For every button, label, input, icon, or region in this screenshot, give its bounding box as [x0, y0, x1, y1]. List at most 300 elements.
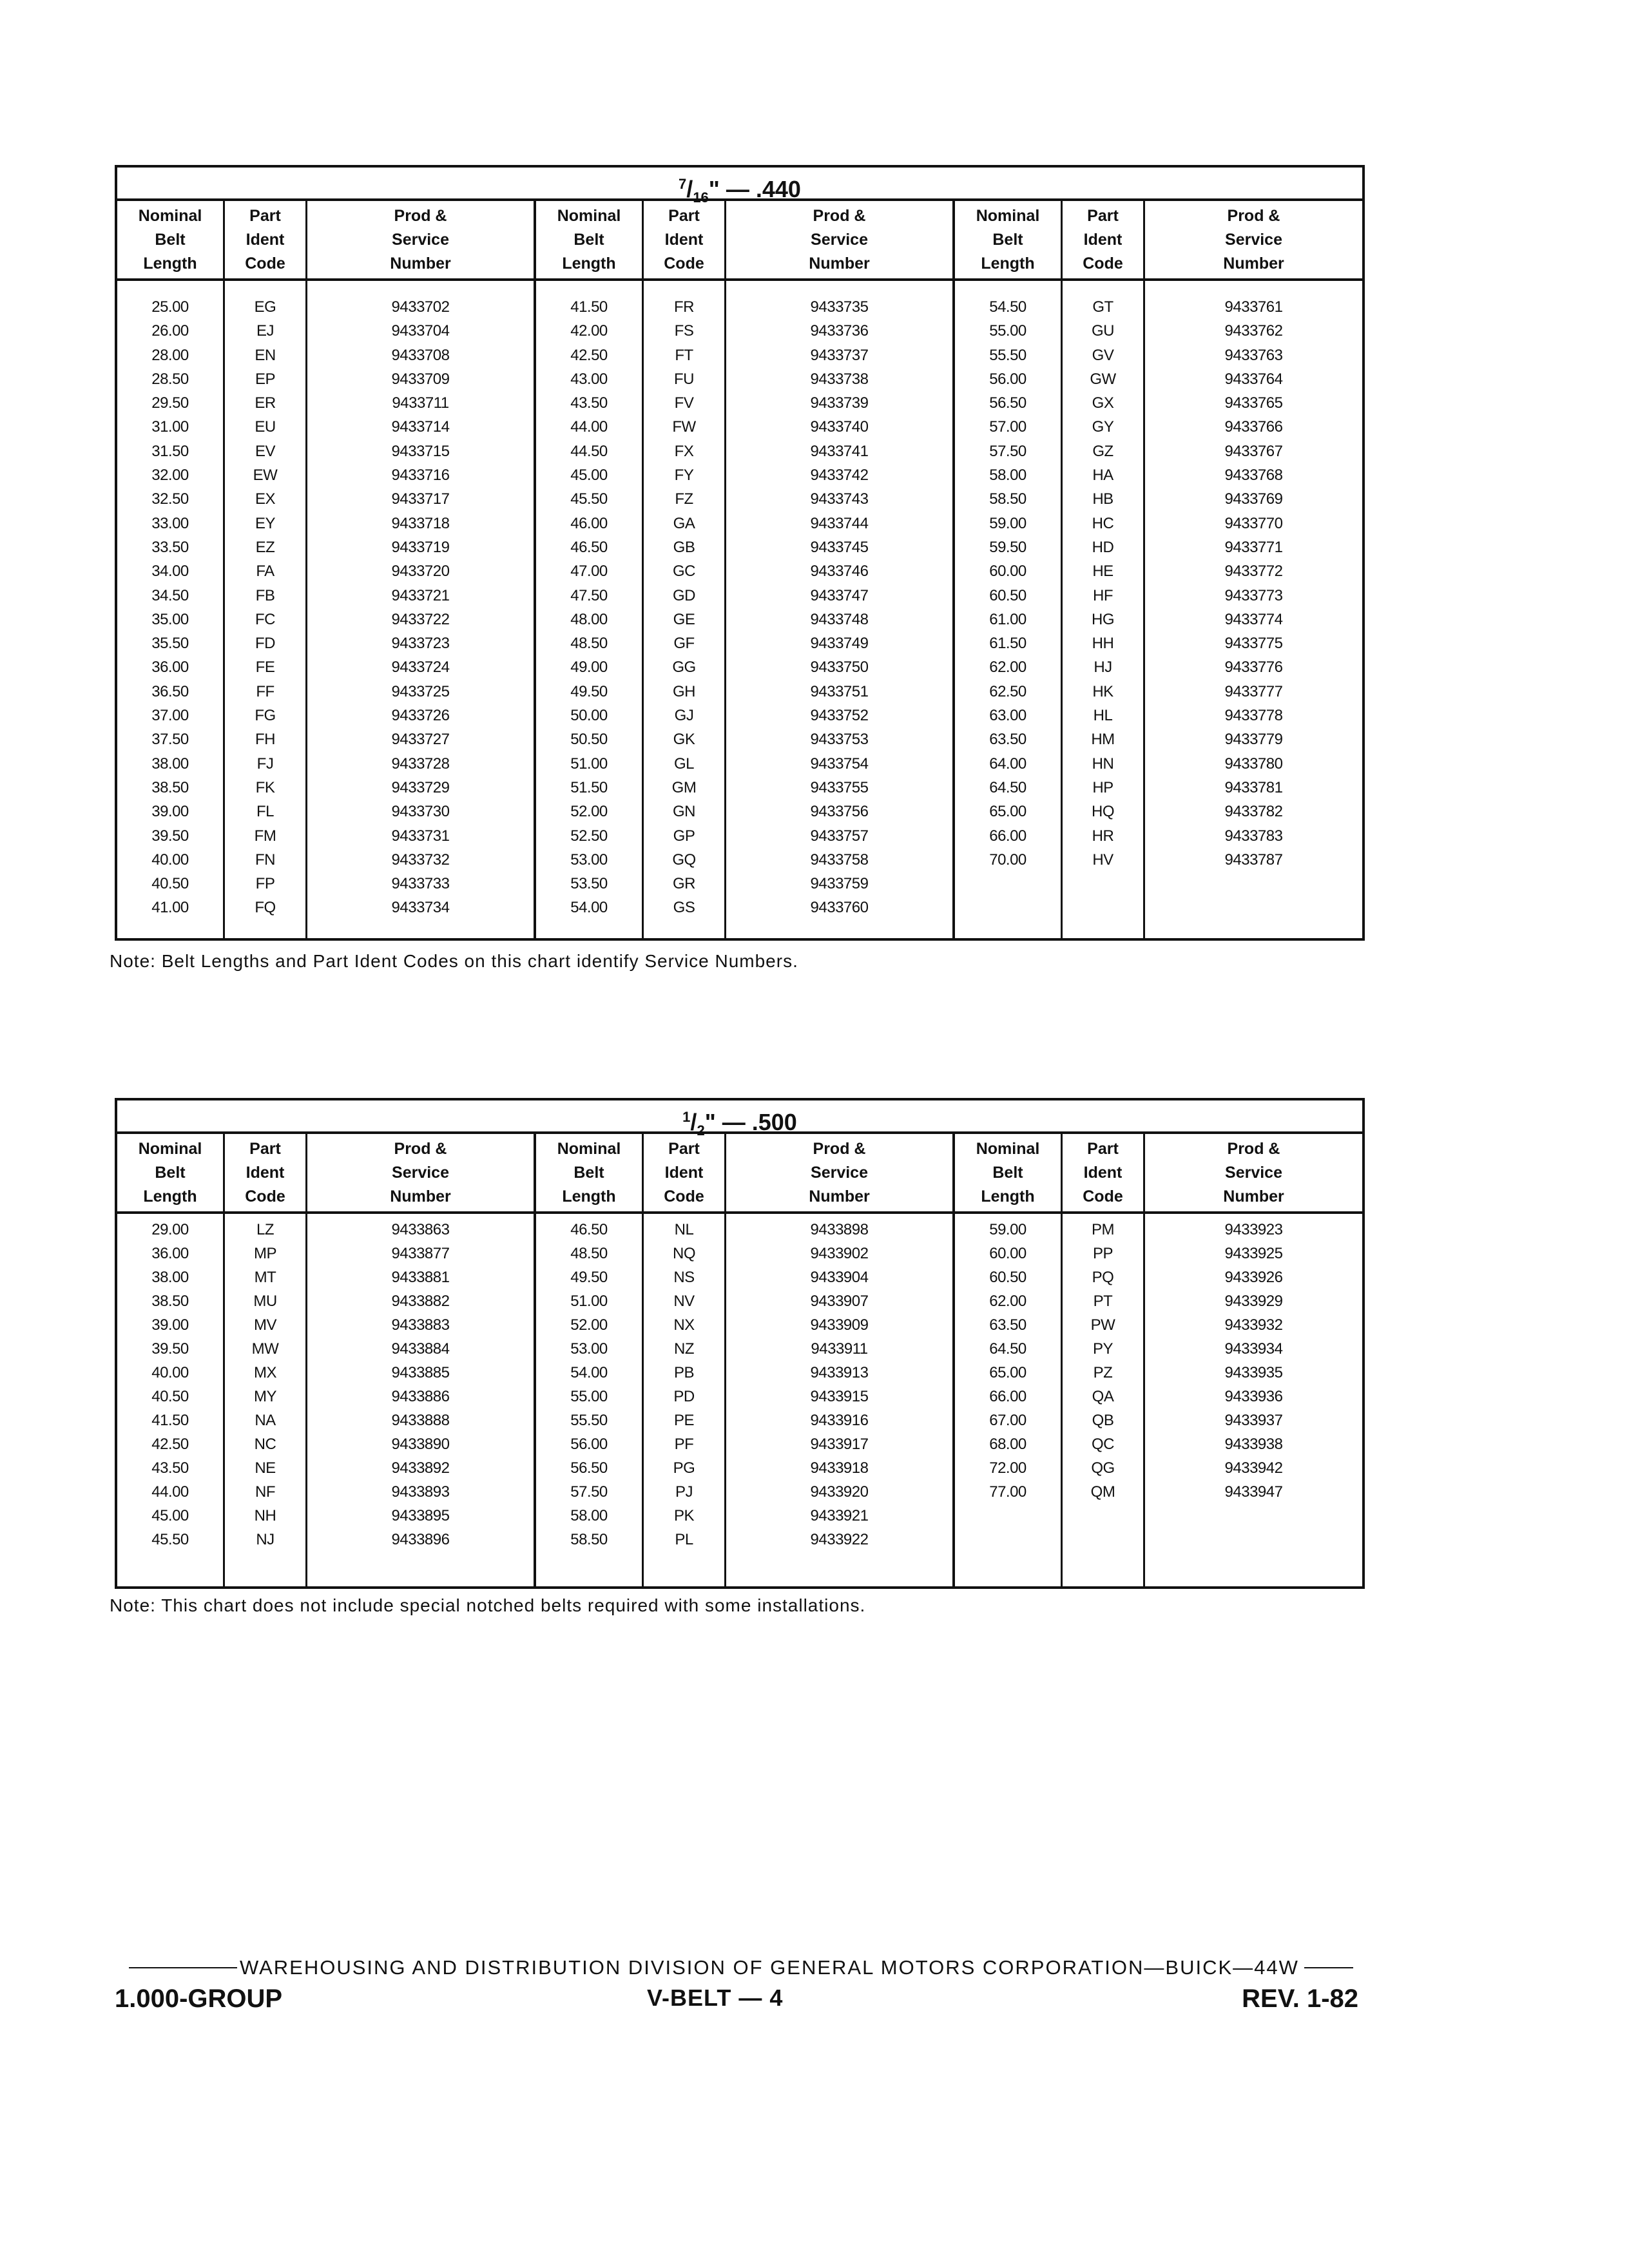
- service-number-column: [724, 201, 952, 938]
- belt-length-cell: 46.50: [570, 1221, 608, 1238]
- belt-length-column: [536, 1134, 642, 1586]
- footer-page-title: V-BELT — 4: [647, 1984, 784, 2011]
- belt-length-cell: 61.00: [989, 610, 1027, 628]
- header-line: Nominal: [976, 1139, 1040, 1158]
- part-ident-code-cell: GD: [673, 586, 695, 604]
- service-number-column: [305, 201, 534, 938]
- column-header: [1063, 1134, 1143, 1214]
- part-ident-code-cell: HM: [1091, 731, 1115, 749]
- belt-length-cell: 43.50: [151, 1459, 189, 1477]
- service-number-cell: 9433877: [391, 1245, 450, 1262]
- service-number-cell: 9433771: [1224, 538, 1283, 556]
- service-number-cell: 9433881: [391, 1269, 450, 1286]
- part-ident-code-cell: FU: [674, 370, 694, 388]
- service-number-cell: 9433743: [810, 490, 869, 508]
- part-ident-code-cell: PZ: [1093, 1364, 1113, 1381]
- service-number-cell: 9433892: [391, 1459, 450, 1477]
- belt-length-cell: 37.50: [151, 731, 189, 749]
- chart-columns: [117, 1134, 1362, 1586]
- column-header: [644, 201, 724, 281]
- belt-length-cell: 57.00: [989, 418, 1027, 436]
- part-ident-code-cell: NX: [673, 1316, 695, 1334]
- column-header: [955, 1134, 1061, 1214]
- part-ident-code-cell: NA: [255, 1412, 276, 1429]
- part-ident-code-cell: HD: [1092, 538, 1114, 556]
- belt-length-cell: 57.50: [570, 1483, 608, 1501]
- part-ident-code-column: [642, 1134, 724, 1586]
- service-number-cell: 9433909: [810, 1316, 869, 1334]
- header-line: Part: [668, 1139, 700, 1158]
- header-line: Code: [245, 1187, 285, 1206]
- header-line: Service: [811, 230, 868, 249]
- part-ident-code-cell: FC: [255, 610, 275, 628]
- part-ident-code-cell: GW: [1090, 370, 1116, 388]
- belt-length-cell: 63.50: [989, 731, 1027, 749]
- part-ident-code-cell: GT: [1092, 298, 1113, 316]
- service-number-cell: 9433746: [810, 562, 869, 581]
- belt-length-column: [955, 201, 1061, 938]
- part-ident-code-cell: NL: [674, 1221, 694, 1238]
- part-ident-code-cell: PT: [1093, 1293, 1113, 1310]
- belt-length-cell: 50.00: [570, 707, 608, 725]
- belt-length-cell: 43.00: [570, 370, 608, 388]
- title-fraction-numerator: 7: [679, 176, 687, 192]
- header-line: Length: [981, 1187, 1035, 1206]
- header-line: Prod &: [394, 1139, 447, 1158]
- belt-length-cell: 28.00: [151, 346, 189, 364]
- service-number-cell: 9433738: [810, 370, 869, 388]
- service-number-column: [305, 1134, 534, 1586]
- belt-length-cell: 63.00: [989, 707, 1027, 725]
- part-ident-code-cell: GR: [673, 875, 695, 893]
- part-ident-code-cell: GN: [673, 803, 695, 821]
- header-line: Belt: [992, 230, 1023, 249]
- service-number-cell: 9433767: [1224, 442, 1283, 460]
- service-number-cell: 9433765: [1224, 394, 1283, 412]
- belt-length-cell: 66.00: [989, 1388, 1027, 1405]
- belt-length-cell: 40.50: [151, 1388, 189, 1405]
- part-ident-code-cell: FQ: [255, 899, 276, 917]
- part-ident-code-cell: GB: [673, 538, 695, 556]
- part-ident-code-cell: HB: [1092, 490, 1113, 508]
- header-line: Service: [1225, 230, 1282, 249]
- service-number-cell: 9433895: [391, 1507, 450, 1524]
- part-ident-code-cell: MU: [253, 1293, 277, 1310]
- column-group: [117, 201, 534, 938]
- service-number-cell: 9433918: [810, 1459, 869, 1477]
- part-ident-code-cell: FJ: [256, 754, 274, 773]
- belt-length-column: [117, 1134, 223, 1586]
- belt-length-cell: 26.00: [151, 322, 189, 340]
- belt-length-cell: 42.50: [570, 346, 608, 364]
- belt-length-cell: 36.50: [151, 682, 189, 700]
- part-ident-code-cell: EG: [254, 298, 276, 316]
- part-ident-code-cell: FT: [675, 346, 693, 364]
- service-number-cell: 9433749: [810, 635, 869, 653]
- part-ident-code-cell: PF: [674, 1436, 694, 1453]
- column-header: [117, 201, 223, 281]
- part-ident-code-column: [223, 1134, 305, 1586]
- part-ident-code-column: [1061, 1134, 1143, 1586]
- header-line: Length: [143, 254, 197, 273]
- part-ident-code-cell: FY: [674, 466, 694, 485]
- belt-length-cell: 37.00: [151, 707, 189, 725]
- service-number-cell: 9433942: [1224, 1459, 1283, 1477]
- service-number-cell: 9433720: [391, 562, 450, 581]
- service-number-cell: 9433731: [391, 827, 450, 845]
- service-number-cell: 9433929: [1224, 1293, 1283, 1310]
- belt-length-cell: 41.00: [151, 899, 189, 917]
- belt-length-cell: 29.00: [151, 1221, 189, 1238]
- belt-length-cell: 53.00: [570, 850, 608, 869]
- part-ident-code-cell: NE: [255, 1459, 276, 1477]
- belt-length-cell: 65.00: [989, 803, 1027, 821]
- part-ident-code-cell: QC: [1092, 1436, 1114, 1453]
- service-number-cell: 9433911: [811, 1340, 868, 1358]
- belt-length-cell: 57.50: [989, 442, 1027, 460]
- service-number-cell: 9433898: [810, 1221, 869, 1238]
- belt-length-column: [117, 201, 223, 938]
- header-line: Nominal: [138, 206, 202, 225]
- header-line: Code: [1083, 254, 1123, 273]
- service-number-cell: 9433762: [1224, 322, 1283, 340]
- belt-length-cell: 48.50: [570, 1245, 608, 1262]
- part-ident-code-cell: HH: [1092, 635, 1114, 653]
- belt-length-cell: 53.50: [570, 875, 608, 893]
- part-ident-code-cell: EV: [255, 442, 275, 460]
- service-number-cell: 9433893: [391, 1483, 450, 1501]
- belt-length-cell: 54.00: [570, 1364, 608, 1381]
- service-number-cell: 9433937: [1224, 1412, 1283, 1429]
- belt-length-cell: 42.50: [151, 1436, 189, 1453]
- service-number-cell: 9433938: [1224, 1436, 1283, 1453]
- header-line: Number: [1223, 1187, 1284, 1206]
- belt-length-cell: 42.00: [570, 322, 608, 340]
- part-ident-code-cell: FD: [255, 635, 275, 653]
- service-number-cell: 9433782: [1224, 803, 1283, 821]
- part-ident-code-cell: GG: [672, 658, 696, 677]
- service-number-column: [1143, 201, 1362, 938]
- belt-length-cell: 62.00: [989, 658, 1027, 677]
- belt-length-cell: 60.00: [989, 1245, 1027, 1262]
- belt-length-cell: 33.50: [151, 538, 189, 556]
- header-line: Prod &: [394, 206, 447, 225]
- part-ident-code-cell: GA: [673, 514, 695, 532]
- belt-length-cell: 46.50: [570, 538, 608, 556]
- part-ident-code-cell: EY: [255, 514, 275, 532]
- service-number-cell: 9433728: [391, 754, 450, 773]
- part-ident-code-cell: MY: [254, 1388, 276, 1405]
- part-ident-code-cell: EJ: [256, 322, 274, 340]
- part-ident-code-cell: PQ: [1092, 1269, 1114, 1286]
- footer: [115, 1984, 1358, 2023]
- service-number-cell: 9433716: [391, 466, 450, 485]
- column-header: [726, 201, 952, 281]
- belt-chart-7-16: [115, 165, 1365, 941]
- column-group: [952, 201, 1362, 938]
- service-number-cell: 9433745: [810, 538, 869, 556]
- belt-length-cell: 77.00: [989, 1483, 1027, 1501]
- header-line: Code: [664, 1187, 704, 1206]
- part-ident-code-cell: FR: [674, 298, 694, 316]
- part-ident-code-cell: PM: [1092, 1221, 1114, 1238]
- part-ident-code-cell: PP: [1092, 1245, 1113, 1262]
- column-header: [225, 201, 305, 281]
- divider: [1304, 1967, 1353, 1968]
- belt-length-cell: 65.00: [989, 1364, 1027, 1381]
- part-ident-code-cell: EX: [255, 490, 275, 508]
- belt-length-cell: 52.00: [570, 803, 608, 821]
- service-number-cell: 9433888: [391, 1412, 450, 1429]
- header-line: Number: [390, 1187, 451, 1206]
- header-line: Code: [245, 254, 285, 273]
- service-number-cell: 9433717: [391, 490, 450, 508]
- belt-length-cell: 54.50: [989, 298, 1027, 316]
- service-number-cell: 9433760: [810, 899, 869, 917]
- belt-length-cell: 59.00: [989, 1221, 1027, 1238]
- part-ident-code-cell: FE: [255, 658, 275, 677]
- chart-title: $^1/_2$" — .500: [117, 1100, 1362, 1134]
- belt-length-cell: 48.50: [570, 635, 608, 653]
- part-ident-code-cell: NS: [673, 1269, 695, 1286]
- service-number-cell: 9433726: [391, 707, 450, 725]
- service-number-cell: 9433718: [391, 514, 450, 532]
- belt-length-cell: 68.00: [989, 1436, 1027, 1453]
- service-number-cell: 9433733: [391, 875, 450, 893]
- part-ident-code-cell: PE: [673, 1412, 694, 1429]
- part-ident-code-cell: EZ: [255, 538, 275, 556]
- column-header: [1145, 201, 1362, 281]
- part-ident-code-cell: HC: [1092, 514, 1114, 532]
- column-header: [644, 1134, 724, 1214]
- service-number-cell: 9433916: [810, 1412, 869, 1429]
- divider: [129, 1967, 237, 1968]
- belt-length-cell: 59.00: [989, 514, 1027, 532]
- belt-length-cell: 45.00: [151, 1507, 189, 1524]
- service-number-cell: 9433721: [391, 586, 450, 604]
- part-ident-code-cell: PJ: [675, 1483, 693, 1501]
- service-number-cell: 9433709: [391, 370, 450, 388]
- service-number-cell: 9433913: [810, 1364, 869, 1381]
- belt-length-cell: 44.00: [570, 418, 608, 436]
- belt-length-cell: 38.00: [151, 1269, 189, 1286]
- part-ident-code-cell: NZ: [674, 1340, 694, 1358]
- service-number-cell: 9433747: [810, 586, 869, 604]
- part-ident-code-cell: GS: [673, 899, 695, 917]
- part-ident-code-cell: NJ: [256, 1531, 275, 1548]
- header-line: Code: [664, 254, 704, 273]
- belt-length-cell: 39.50: [151, 1340, 189, 1358]
- column-header: [225, 1134, 305, 1214]
- part-ident-code-cell: HK: [1092, 682, 1113, 700]
- title-size: " — .440: [708, 176, 801, 202]
- belt-length-cell: 48.00: [570, 610, 608, 628]
- service-number-cell: 9433741: [810, 442, 869, 460]
- belt-length-cell: 40.50: [151, 875, 189, 893]
- header-line: Belt: [992, 1163, 1023, 1182]
- service-number-cell: 9433780: [1224, 754, 1283, 773]
- service-number-cell: 9433702: [391, 298, 450, 316]
- part-ident-code-cell: MV: [254, 1316, 276, 1334]
- belt-length-cell: 47.00: [570, 562, 608, 581]
- service-number-cell: 9433732: [391, 850, 450, 869]
- belt-length-cell: 63.50: [989, 1316, 1027, 1334]
- belt-length-cell: 44.00: [151, 1483, 189, 1501]
- service-number-cell: 9433781: [1224, 778, 1283, 796]
- part-ident-code-cell: PY: [1092, 1340, 1113, 1358]
- service-number-cell: 9433772: [1224, 562, 1283, 581]
- part-ident-code-cell: FS: [674, 322, 694, 340]
- header-line: Code: [1083, 1187, 1123, 1206]
- part-ident-code-cell: MT: [254, 1269, 276, 1286]
- belt-length-cell: 34.50: [151, 586, 189, 604]
- belt-length-cell: 49.00: [570, 658, 608, 677]
- belt-length-cell: 31.00: [151, 418, 189, 436]
- belt-length-cell: 58.50: [570, 1531, 608, 1548]
- service-number-cell: 9433758: [810, 850, 869, 869]
- header-line: Service: [392, 1163, 449, 1182]
- part-ident-code-column: [642, 201, 724, 938]
- service-number-cell: 9433766: [1224, 418, 1283, 436]
- belt-length-cell: 62.50: [989, 682, 1027, 700]
- part-ident-code-cell: FH: [255, 731, 275, 749]
- belt-length-cell: 59.50: [989, 538, 1027, 556]
- header-line: Belt: [574, 230, 604, 249]
- header-line: Length: [143, 1187, 197, 1206]
- column-header: [536, 1134, 642, 1214]
- part-ident-code-cell: PD: [673, 1388, 695, 1405]
- service-number-cell: 9433774: [1224, 610, 1283, 628]
- belt-length-cell: 36.00: [151, 1245, 189, 1262]
- service-number-cell: 9433773: [1224, 586, 1283, 604]
- part-ident-code-cell: GK: [673, 731, 695, 749]
- part-ident-code-cell: GX: [1092, 394, 1114, 412]
- belt-length-cell: 51.00: [570, 1293, 608, 1310]
- header-line: Length: [562, 1187, 616, 1206]
- service-number-cell: 9433735: [810, 298, 869, 316]
- part-ident-code-cell: GP: [673, 827, 695, 845]
- belt-length-cell: 50.50: [570, 731, 608, 749]
- header-line: Ident: [664, 1163, 704, 1182]
- service-number-cell: 9433708: [391, 346, 450, 364]
- service-number-cell: 9433884: [391, 1340, 450, 1358]
- part-ident-code-cell: QB: [1092, 1412, 1114, 1429]
- part-ident-code-cell: EU: [255, 418, 276, 436]
- belt-length-cell: 60.50: [989, 586, 1027, 604]
- belt-length-cell: 66.00: [989, 827, 1027, 845]
- belt-length-cell: 58.00: [570, 1507, 608, 1524]
- title-size: " — .500: [704, 1109, 797, 1135]
- footer-division-line: [129, 1956, 1353, 1979]
- column-group: [534, 201, 952, 938]
- header-line: Service: [392, 230, 449, 249]
- part-ident-code-cell: FA: [256, 562, 275, 581]
- belt-length-cell: 64.50: [989, 1340, 1027, 1358]
- title-fraction-numerator: 1: [682, 1109, 691, 1125]
- belt-length-cell: 40.00: [151, 1364, 189, 1381]
- service-number-cell: 9433922: [810, 1531, 869, 1548]
- part-ident-code-cell: FX: [674, 442, 694, 460]
- header-line: Belt: [155, 1163, 186, 1182]
- header-line: Nominal: [976, 206, 1040, 225]
- belt-length-cell: 45.50: [570, 490, 608, 508]
- belt-chart-1-2: [115, 1098, 1365, 1589]
- service-number-cell: 9433787: [1224, 850, 1283, 869]
- header-line: Nominal: [138, 1139, 202, 1158]
- belt-length-cell: 45.50: [151, 1531, 189, 1548]
- belt-length-cell: 54.00: [570, 899, 608, 917]
- belt-length-cell: 53.00: [570, 1340, 608, 1358]
- service-number-cell: 9433935: [1224, 1364, 1283, 1381]
- belt-length-cell: 64.50: [989, 778, 1027, 796]
- service-number-cell: 9433934: [1224, 1340, 1283, 1358]
- title-fraction-denominator: 16: [693, 189, 709, 206]
- part-ident-code-cell: NV: [673, 1293, 695, 1310]
- part-ident-code-cell: ER: [255, 394, 276, 412]
- part-ident-code-cell: GY: [1092, 418, 1114, 436]
- part-ident-code-cell: HP: [1092, 778, 1113, 796]
- header-line: Nominal: [557, 206, 621, 225]
- part-ident-code-cell: GH: [673, 682, 695, 700]
- service-number-cell: 9433863: [391, 1221, 450, 1238]
- belt-length-cell: 60.50: [989, 1269, 1027, 1286]
- part-ident-code-cell: QM: [1090, 1483, 1115, 1501]
- part-ident-code-column: [1061, 201, 1143, 938]
- belt-length-cell: 55.50: [989, 346, 1027, 364]
- belt-length-cell: 28.50: [151, 370, 189, 388]
- part-ident-code-cell: PG: [673, 1459, 695, 1477]
- service-number-cell: 9433756: [810, 803, 869, 821]
- header-line: Nominal: [557, 1139, 621, 1158]
- service-number-cell: 9433715: [391, 442, 450, 460]
- part-ident-code-cell: NH: [254, 1507, 276, 1524]
- service-number-cell: 9433737: [810, 346, 869, 364]
- column-group: [117, 1134, 534, 1586]
- part-ident-code-cell: FL: [256, 803, 274, 821]
- service-number-cell: 9433921: [810, 1507, 869, 1524]
- part-ident-code-cell: FP: [255, 875, 275, 893]
- service-number-cell: 9433885: [391, 1364, 450, 1381]
- part-ident-code-cell: FW: [672, 418, 696, 436]
- header-line: Number: [809, 1187, 870, 1206]
- header-line: Ident: [1083, 1163, 1123, 1182]
- service-number-cell: 9433704: [391, 322, 450, 340]
- belt-length-cell: 49.50: [570, 1269, 608, 1286]
- belt-length-column: [536, 201, 642, 938]
- header-line: Ident: [1083, 230, 1123, 249]
- belt-length-cell: 55.00: [989, 322, 1027, 340]
- belt-length-cell: 33.00: [151, 514, 189, 532]
- belt-length-cell: 40.00: [151, 850, 189, 869]
- service-number-cell: 9433748: [810, 610, 869, 628]
- service-number-cell: 9433759: [810, 875, 869, 893]
- part-ident-code-cell: QG: [1091, 1459, 1115, 1477]
- header-line: Part: [249, 1139, 281, 1158]
- belt-length-cell: 36.00: [151, 658, 189, 677]
- chart-title: $^7/_{16}$" — .440: [117, 168, 1362, 201]
- part-ident-code-cell: HA: [1092, 466, 1113, 485]
- part-ident-code-cell: HV: [1092, 850, 1113, 869]
- service-number-cell: 9433734: [391, 899, 450, 917]
- belt-length-cell: 52.00: [570, 1316, 608, 1334]
- belt-length-cell: 56.00: [989, 370, 1027, 388]
- header-line: Part: [249, 206, 281, 225]
- chart-columns: [117, 201, 1362, 938]
- part-ident-code-cell: HL: [1093, 707, 1113, 725]
- part-ident-code-cell: GM: [671, 778, 697, 796]
- belt-length-cell: 32.00: [151, 466, 189, 485]
- service-number-cell: 9433736: [810, 322, 869, 340]
